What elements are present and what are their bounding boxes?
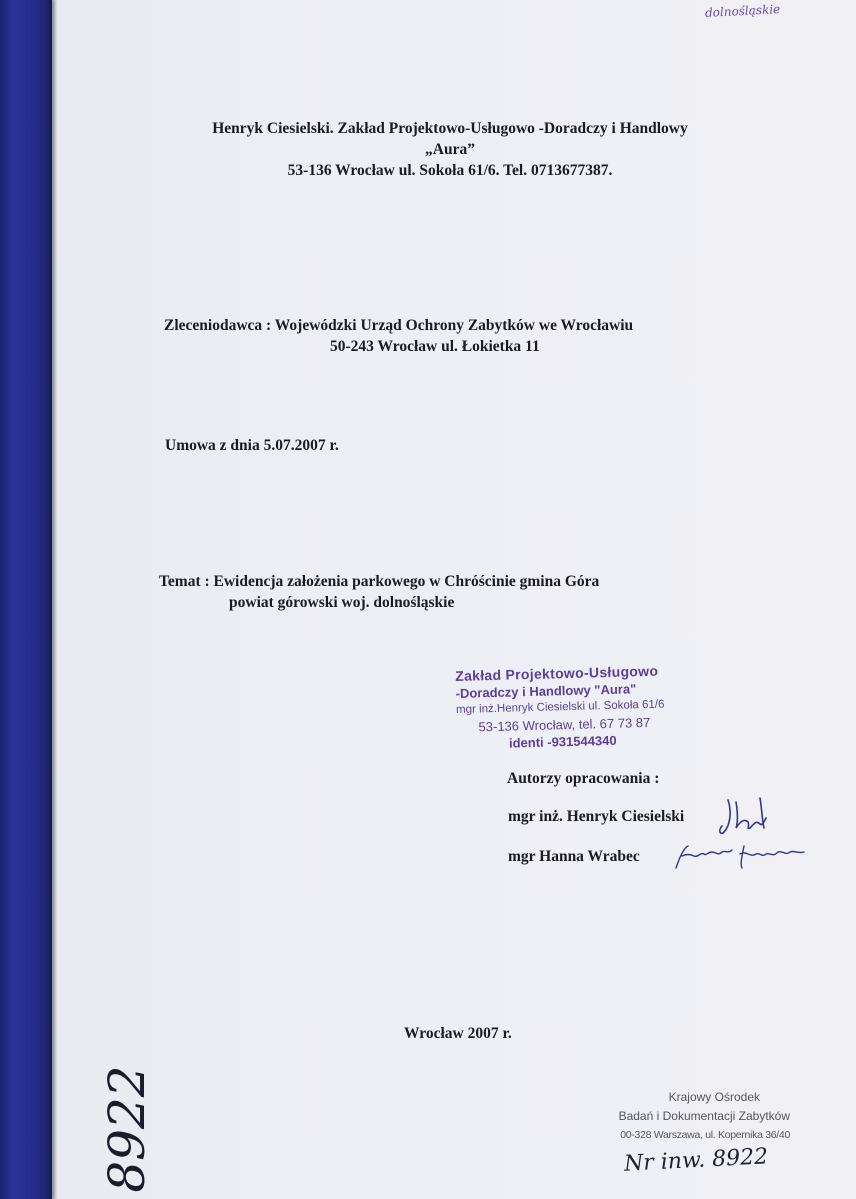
archive-stamp-line-1: Krajowy Ośrodek bbox=[668, 1090, 760, 1104]
stamp-line-1: Zakład Projektowo-Usługowo bbox=[455, 662, 659, 684]
place-and-year: Wrocław 2007 r. bbox=[404, 1025, 512, 1042]
archive-stamp-line-2: Badań i Dokumentacji Zabytków bbox=[618, 1109, 790, 1123]
handwritten-region-note: dolnośląskie bbox=[704, 2, 781, 20]
company-stamp bbox=[455, 661, 717, 753]
blue-binding-strip bbox=[0, 0, 52, 1199]
company-header bbox=[150, 118, 750, 181]
stamp-line-3: mgr inż.Henryk Ciesielski ul. Sokoła 61/6 bbox=[455, 698, 665, 716]
archive-stamp bbox=[560, 1088, 790, 1145]
author-2: mgr Hanna Wrabec bbox=[508, 848, 640, 865]
signature-ciesielski bbox=[716, 792, 786, 842]
client-line: Zleceniodawca : Wojewódzki Urząd Ochrony Zabytków we Wrocławiu bbox=[164, 317, 634, 334]
author-1: mgr inż. Henryk Ciesielski bbox=[508, 808, 685, 825]
company-address-line: 53-136 Wrocław ul. Sokoła 61/6. Tel. 0713677387. bbox=[287, 162, 613, 179]
stamp-line-2: -Doradczy i Handlowy "Aura" bbox=[455, 681, 637, 701]
stamp-line-5: identi -931544340 bbox=[508, 732, 617, 751]
company-name-line: Henryk Ciesielski. Zakład Projektowo-Usługowo -Doradczy i Handlowy bbox=[212, 120, 688, 137]
stamp-line-4: 53-136 Wrocław, tel. 67 73 87 bbox=[478, 714, 651, 735]
handwritten-side-number: 8922 bbox=[98, 1065, 156, 1193]
handwritten-inventory-number: Nr inw. 8922 bbox=[623, 1144, 769, 1177]
client-address-line: 50-243 Wrocław ul. Łokietka 11 bbox=[330, 338, 540, 355]
signature-wrabec bbox=[670, 838, 815, 876]
company-brand-line: „Aura” bbox=[425, 141, 475, 158]
contract-line: Umowa z dnia 5.07.2007 r. bbox=[165, 437, 339, 454]
subject-location-line: powiat górowski woj. dolnośląskie bbox=[229, 594, 455, 611]
authors-label: Autorzy opracowania : bbox=[507, 770, 660, 787]
archive-stamp-line-3: 00-328 Warszawa, ul. Kopernika 36/40 bbox=[620, 1129, 790, 1141]
subject-line: Temat : Ewidencja założenia parkowego w Chróścinie gmina Góra bbox=[159, 573, 600, 590]
